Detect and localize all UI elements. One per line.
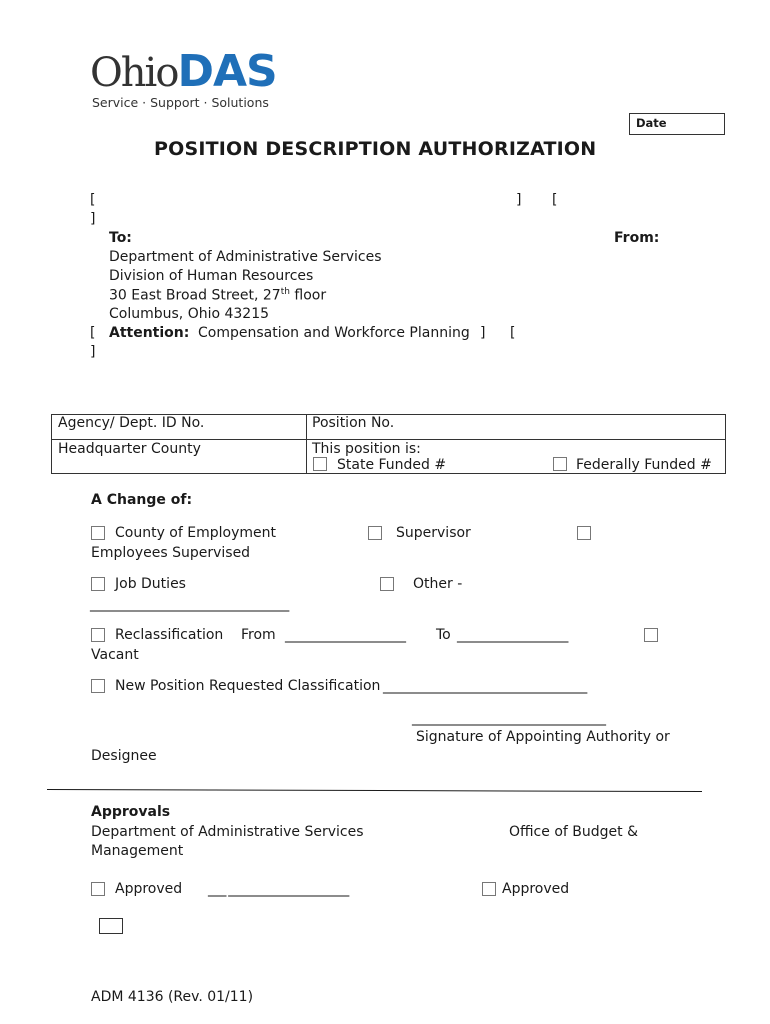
- ohio-das-logo: [90, 46, 277, 98]
- management-label: Management: [91, 843, 184, 859]
- change-heading: A Change of:: [91, 492, 193, 508]
- das-approved-label: Approved: [115, 881, 183, 897]
- page-title: POSITION DESCRIPTION AUTHORIZATION: [154, 138, 597, 160]
- job-duties-label: Job Duties: [115, 576, 186, 592]
- county-label: County of Employment: [115, 525, 276, 541]
- other-label: Other -: [413, 576, 463, 592]
- bracket-close-3: ]: [480, 325, 486, 341]
- das-approved-line[interactable]: ___ _____________________: [208, 881, 348, 897]
- supervisor-checkbox[interactable]: [368, 526, 382, 540]
- table-col-divider: [306, 414, 307, 474]
- date-field[interactable]: Date: [629, 113, 725, 135]
- vacant-label: Vacant: [91, 647, 139, 663]
- bracket-close-4: ]: [90, 344, 96, 360]
- to-class-label: To: [436, 627, 451, 643]
- bracket-open-3: [: [90, 325, 96, 341]
- approvals-heading: Approvals: [91, 804, 171, 820]
- signature-label: Signature of Appointing Authority or: [416, 729, 670, 745]
- new-position-label: New Position Requested Classification: [115, 678, 381, 694]
- employees-supervised-label: Employees Supervised: [91, 545, 251, 561]
- small-form-field[interactable]: [99, 918, 123, 934]
- federally-funded-checkbox[interactable]: [553, 457, 567, 471]
- bracket-open-4: [: [510, 325, 516, 341]
- to-address-line-4: Columbus, Ohio 43215: [109, 306, 270, 322]
- street-floor: floor: [289, 287, 327, 304]
- to-address-line-2: Division of Human Resources: [109, 268, 314, 284]
- bracket-open-1: [: [90, 192, 96, 208]
- logo-tagline: Service · Support · Solutions: [92, 95, 269, 110]
- new-position-checkbox[interactable]: [91, 679, 105, 693]
- county-checkbox[interactable]: [91, 526, 105, 540]
- form-number-footer: ADM 4136 (Rev. 01/11): [91, 989, 254, 1005]
- federally-funded-label: Federally Funded #: [576, 457, 712, 473]
- to-label: To:: [109, 230, 132, 246]
- das-approval-label: Department of Administrative Services: [91, 824, 364, 840]
- new-position-line[interactable]: ___________________________________: [383, 678, 587, 694]
- job-duties-checkbox[interactable]: [91, 577, 105, 591]
- das-approved-checkbox[interactable]: [91, 882, 105, 896]
- section-divider: [47, 789, 702, 792]
- bracket-open-2: [: [552, 192, 558, 208]
- to-class-line[interactable]: ___________________: [457, 627, 568, 643]
- position-no-cell[interactable]: Position No.: [312, 415, 395, 431]
- state-funded-checkbox[interactable]: [313, 457, 327, 471]
- street-text: 30 East Broad Street, 27: [109, 287, 281, 304]
- to-address-line-1: Department of Administrative Services: [109, 249, 382, 265]
- designee-label: Designee: [91, 748, 157, 764]
- agency-id-cell[interactable]: Agency/ Dept. ID No.: [58, 415, 205, 431]
- bracket-close-2: ]: [90, 211, 96, 227]
- other-checkbox[interactable]: [380, 577, 394, 591]
- from-class-label: From: [241, 627, 276, 643]
- obm-approval-label: Office of Budget &: [509, 824, 638, 840]
- state-funded-label: State Funded #: [337, 457, 447, 473]
- obm-approved-label: Approved: [502, 881, 570, 897]
- logo-das-text: DAS: [177, 46, 277, 97]
- signature-line[interactable]: ___________________________________: [412, 710, 605, 726]
- to-address-line-3: [109, 287, 326, 304]
- bracket-close-1: ]: [516, 192, 522, 208]
- reclassification-checkbox[interactable]: [91, 628, 105, 642]
- street-ordinal: th: [280, 287, 290, 297]
- attention-value: Compensation and Workforce Planning: [198, 325, 470, 341]
- hq-county-cell[interactable]: Headquarter County: [58, 441, 201, 457]
- vacant-checkbox[interactable]: [644, 628, 658, 642]
- attention-label: Attention:: [109, 325, 190, 341]
- obm-approved-checkbox[interactable]: [482, 882, 496, 896]
- from-label: From:: [614, 230, 660, 246]
- table-row-divider: [51, 439, 726, 440]
- logo-ohio-text: Ohio: [90, 50, 178, 96]
- other-input-line[interactable]: ________________________________: [90, 596, 289, 612]
- position-is-label: This position is:: [312, 441, 421, 457]
- from-class-line[interactable]: _____________________: [285, 627, 405, 643]
- supervisor-label: Supervisor: [396, 525, 471, 541]
- employees-supervised-checkbox[interactable]: [577, 526, 591, 540]
- reclassification-label: Reclassification: [115, 627, 224, 643]
